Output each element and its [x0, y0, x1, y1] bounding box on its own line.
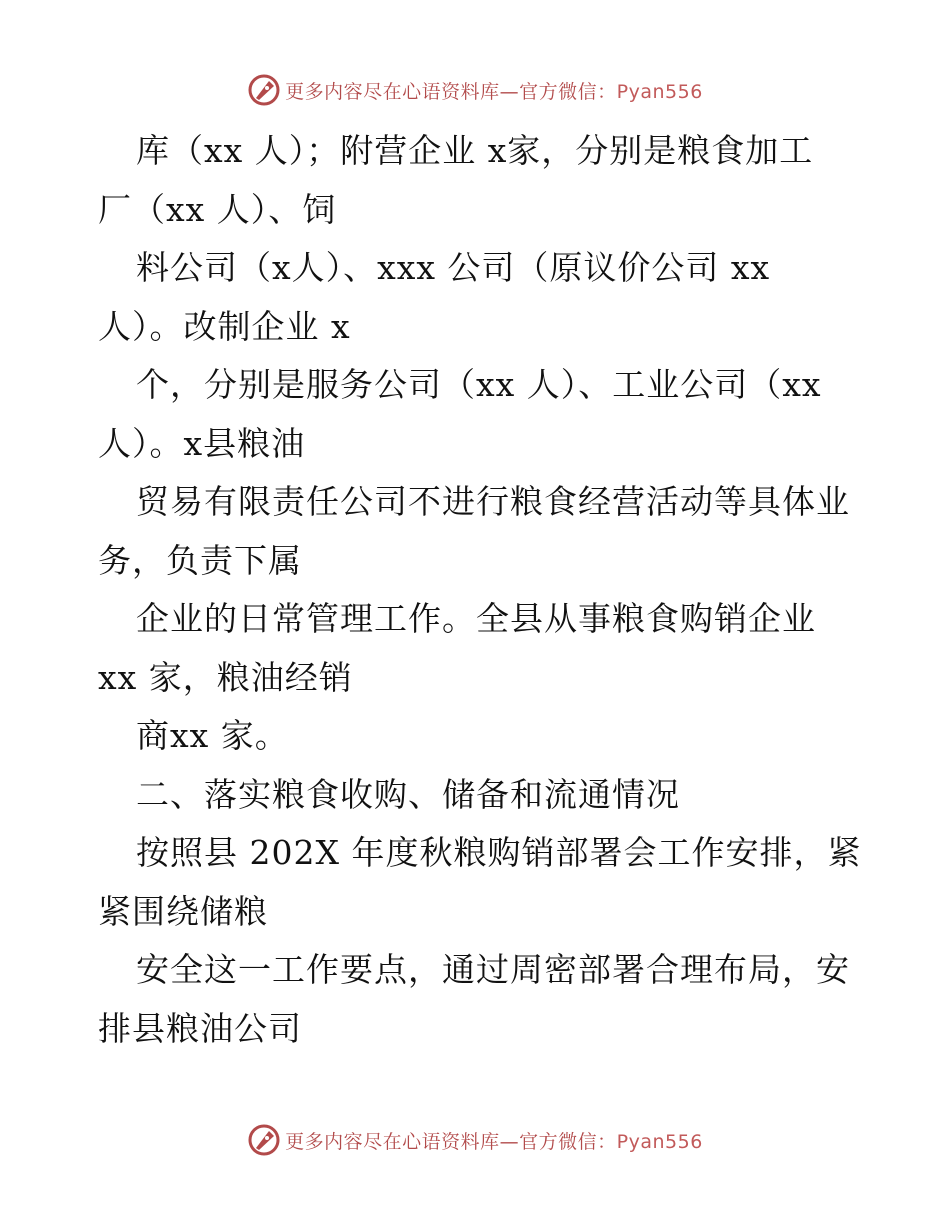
text-line: 个，分别是服务公司（xx 人）、工业公司（xx: [136, 365, 822, 404]
header-banner: [0, 70, 950, 110]
banner-text: 更多内容尽在心语资料库—官方微信：Pyan556: [285, 80, 703, 103]
text-line: 按照县 202X 年度秋粮购销部署会工作安排，紧: [136, 833, 862, 872]
text-line: xx 家，粮油经销: [98, 657, 353, 697]
pen-nib-logo-icon: [247, 1123, 281, 1157]
text-line: 厂（xx 人）、饲: [98, 189, 337, 229]
text-line: 紧围绕储粮: [98, 891, 268, 931]
text-line: 人）。x县粮油: [98, 423, 306, 463]
document-body: [98, 122, 862, 1058]
text-line: 人）。改制企业 x: [98, 306, 351, 346]
pen-nib-logo-icon: [247, 73, 281, 107]
banner-text: 更多内容尽在心语资料库—官方微信：Pyan556: [285, 1130, 703, 1153]
section-heading: 二、落实粮食收购、储备和流通情况: [136, 774, 680, 814]
text-line: 企业的日常管理工作。全县从事粮食购销企业: [136, 599, 816, 638]
text-line: 贸易有限责任公司不进行粮食经营活动等具体业: [136, 482, 850, 521]
text-line: 务，负责下属: [98, 540, 302, 580]
wechat-handle: Pyan556: [616, 1130, 703, 1153]
text-line: 料公司（x人）、xxx 公司（原议价公司 xx: [136, 248, 771, 287]
text-line: 排县粮油公司: [98, 1008, 302, 1048]
text-line: 库（xx 人）；附营企业 x家，分别是粮食加工: [136, 131, 814, 170]
text-line: 商xx 家。: [136, 716, 289, 755]
text-line: 安全这一工作要点，通过周密部署合理布局，安: [136, 950, 850, 989]
wechat-handle: Pyan556: [616, 80, 703, 103]
footer-banner: [0, 1120, 950, 1160]
